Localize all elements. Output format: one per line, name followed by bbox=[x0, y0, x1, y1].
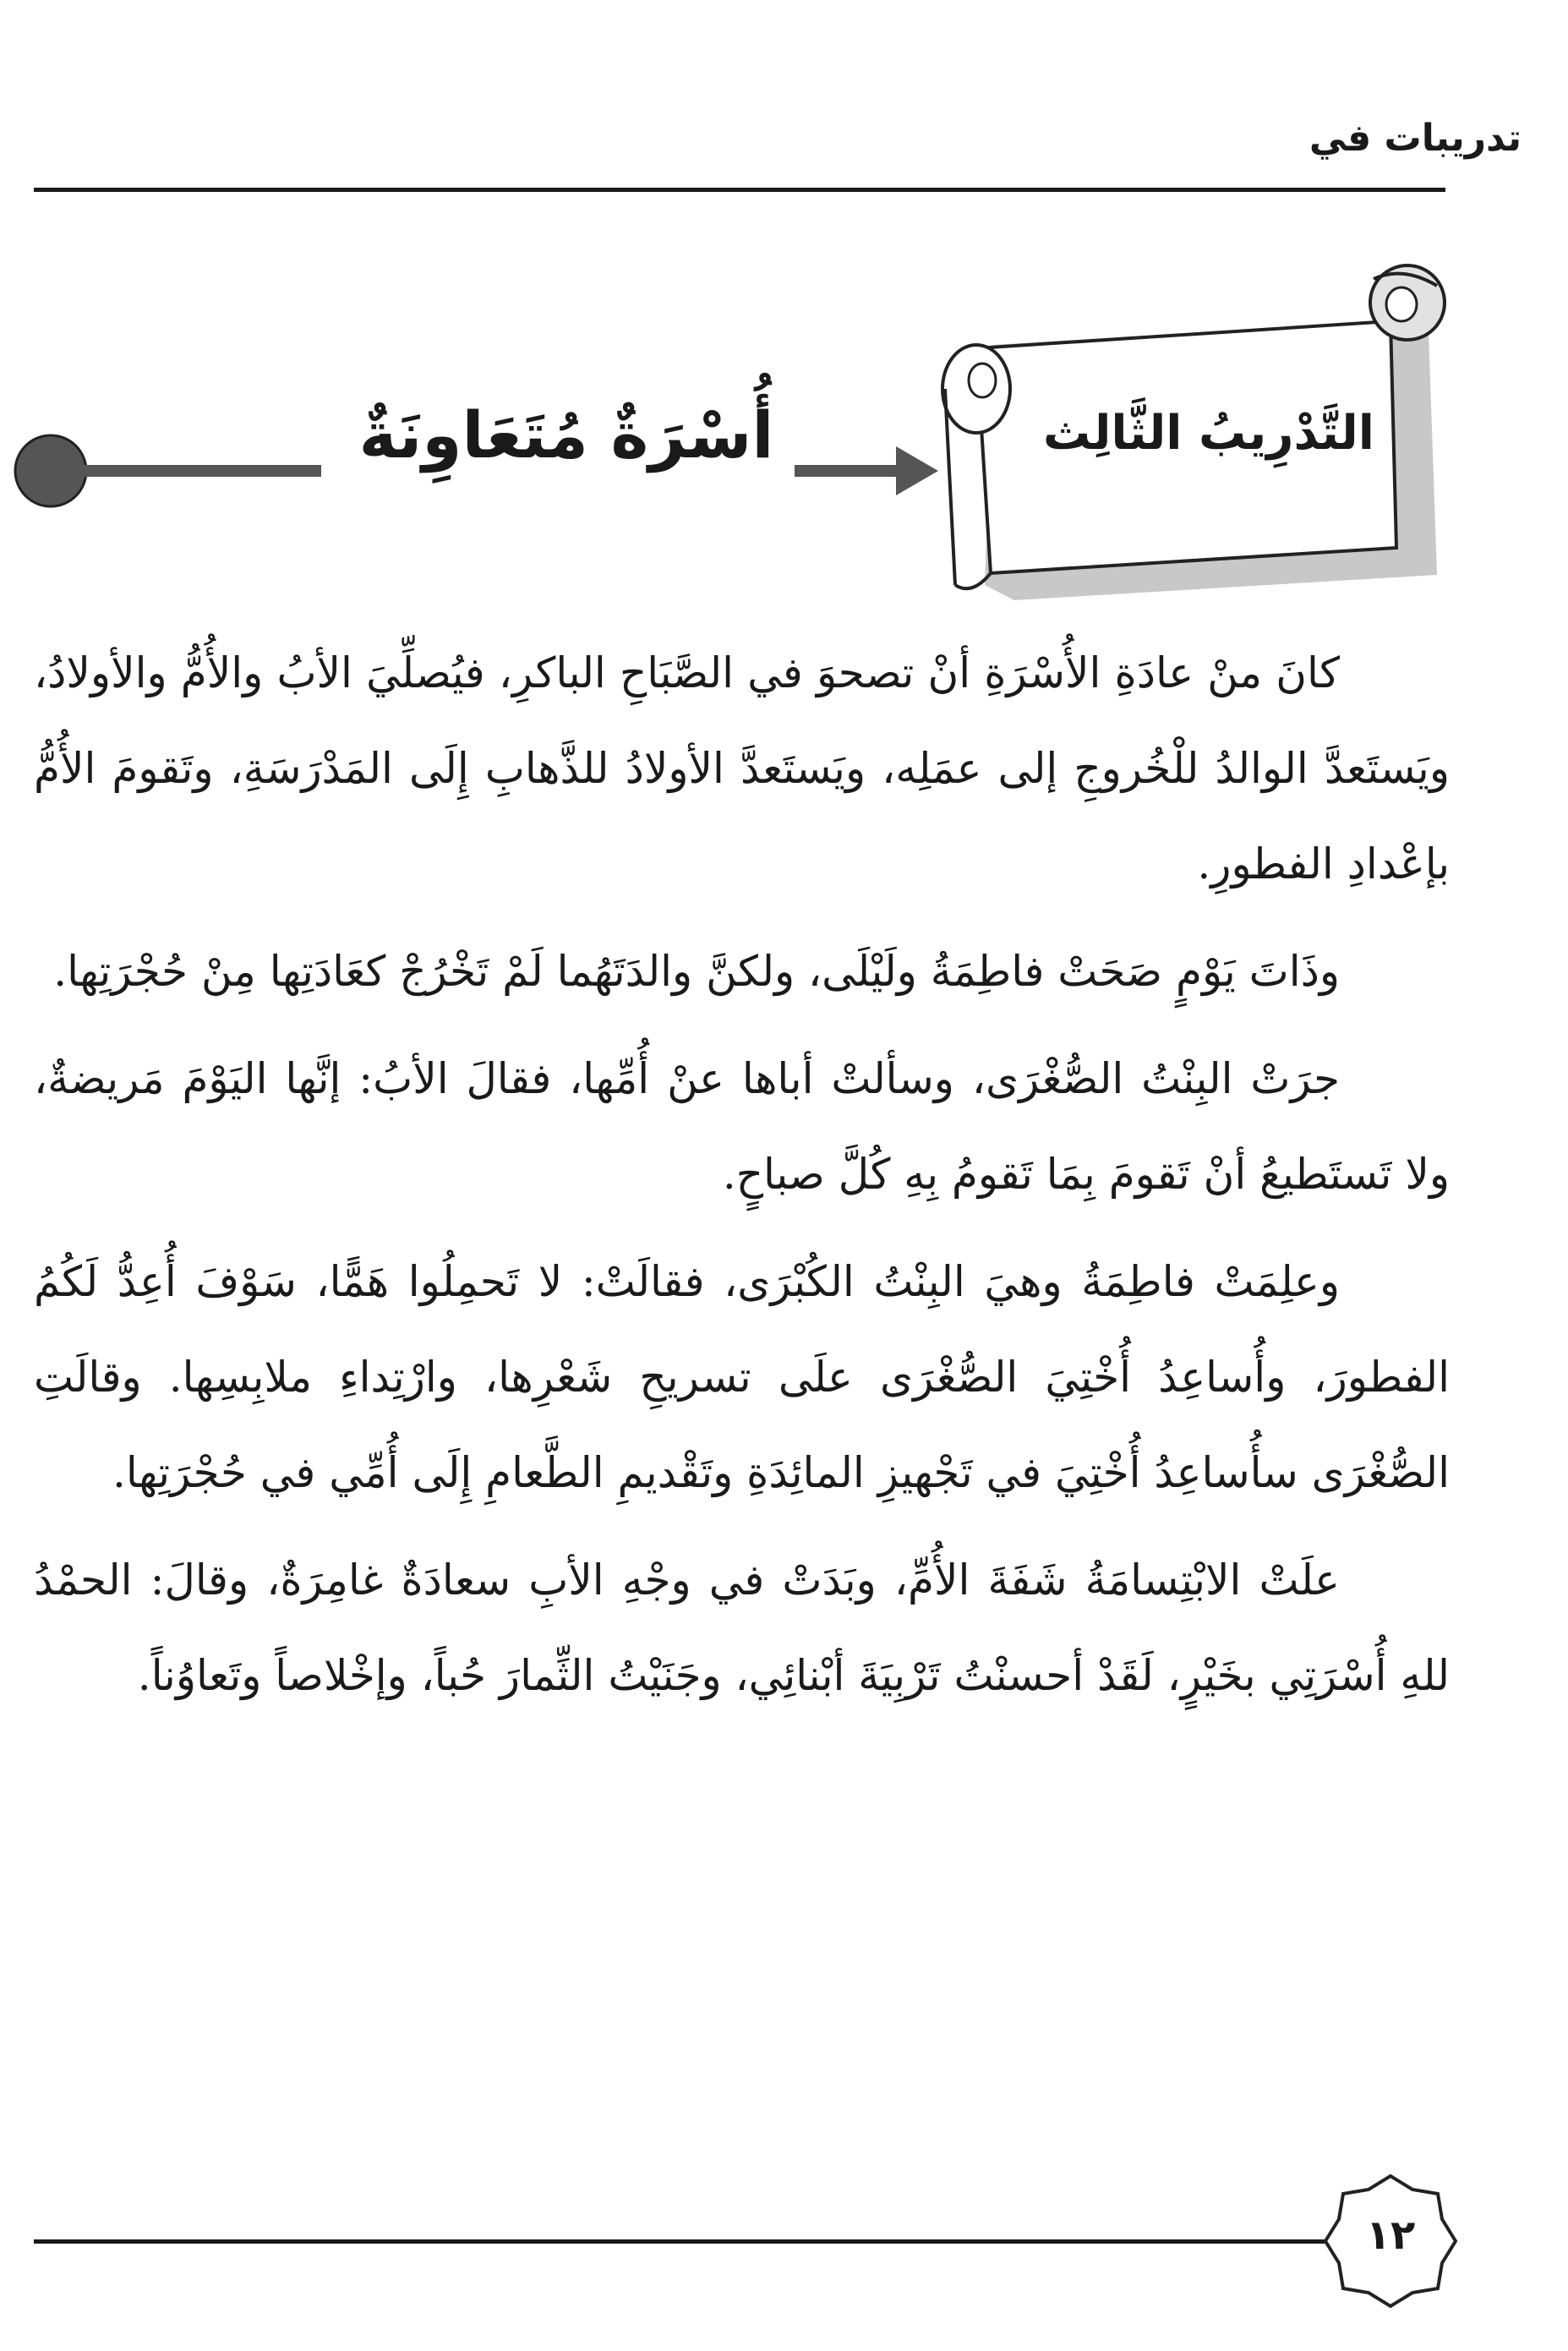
exercise-label: التَّدْرِيبُ الثَّالِث bbox=[1043, 406, 1374, 461]
lesson-title: أُسْرَةٌ مُتَعَاوِنَةٌ bbox=[358, 397, 774, 473]
paragraph-2: وذَاتَ يَوْمٍ صَحَتْ فاطِمَةُ ولَيْلَى، ولكنَّ والدَتَهُما لَمْ تَخْرُجْ كعَادَتِها مِنْ حُجْرَتِها. bbox=[53, 947, 1340, 996]
paragraph-4: وعلِمَتْ فاطِمَةُ وهيَ البِنْتُ الكُبْرَى، فقالَتْ: لا تَحمِلُوا هَمًّا، سَوْفَ أُعِدُّ لَكُمُ الفطورَ، وأُساعِدُ أُخْتِيَ الصُّغْرَى علَى تسريحِ شَعْرِها، وارْتِداءِ ملابِسِها. وقالَتِ الصُّغْرَى سأُساعِدُ أُخْتِيَ في تَجْهيزِ المائِدَةِ وتَقْديمِ الطَّعامِ إِلَى أُمِّي في حُجْرَتِها. bbox=[34, 1257, 1450, 1497]
scroll-curl-top bbox=[1370, 265, 1445, 340]
bullet-line bbox=[15, 435, 321, 506]
footer-rule bbox=[34, 2239, 1327, 2244]
paragraph-5: علَتْ الابْتِسامَةُ شَفَةَ الأُمِّ، وبَدَتْ في وجْهِ الأبِ سعادَةٌ غامِرَةٌ، وقالَ: الحمْدُ للهِ أُسْرَتِي بخَيْرٍ، لَقَدْ أحسنْتُ تَرْبِيَةَ أبْنائِي، وجَنَيْتُ الثِّمارَ حُباً، وإخْلاصاً وتَعاوُناً. bbox=[34, 1555, 1450, 1700]
running-header: تدريبات في bbox=[1308, 117, 1522, 160]
paragraph-3: جرَتْ البِنْتُ الصُّغْرَى، وسألتْ أباها عنْ أُمِّها، فقالَ الأبُ: إنَّها اليَوْمَ مَريضةٌ، ولا تَستَطيعُ أنْ تَقومَ بِمَا تَقومُ بِهِ كُلَّ صباحٍ. bbox=[34, 1054, 1450, 1199]
paragraph-1: كانَ منْ عادَةِ الأُسْرَةِ أنْ تصحوَ في الصَّبَاحِ الباكرِ، فيُصلِّيَ الأبُ والأُمُّ والأولادُ، ويَستَعدَّ الوالدُ للْخُروجِ إلى عمَلِه، ويَستَعدَّ الأولادُ للذَّهابِ إِلَى المَدْرَسَةِ، وتَقومَ الأُمُّ بإعْدادِ الفطورِ. bbox=[34, 648, 1450, 888]
arrow-line bbox=[795, 446, 938, 495]
header-rule bbox=[34, 188, 1445, 192]
page-number: ١٢ bbox=[1365, 2212, 1416, 2259]
story-text bbox=[34, 626, 1450, 1736]
